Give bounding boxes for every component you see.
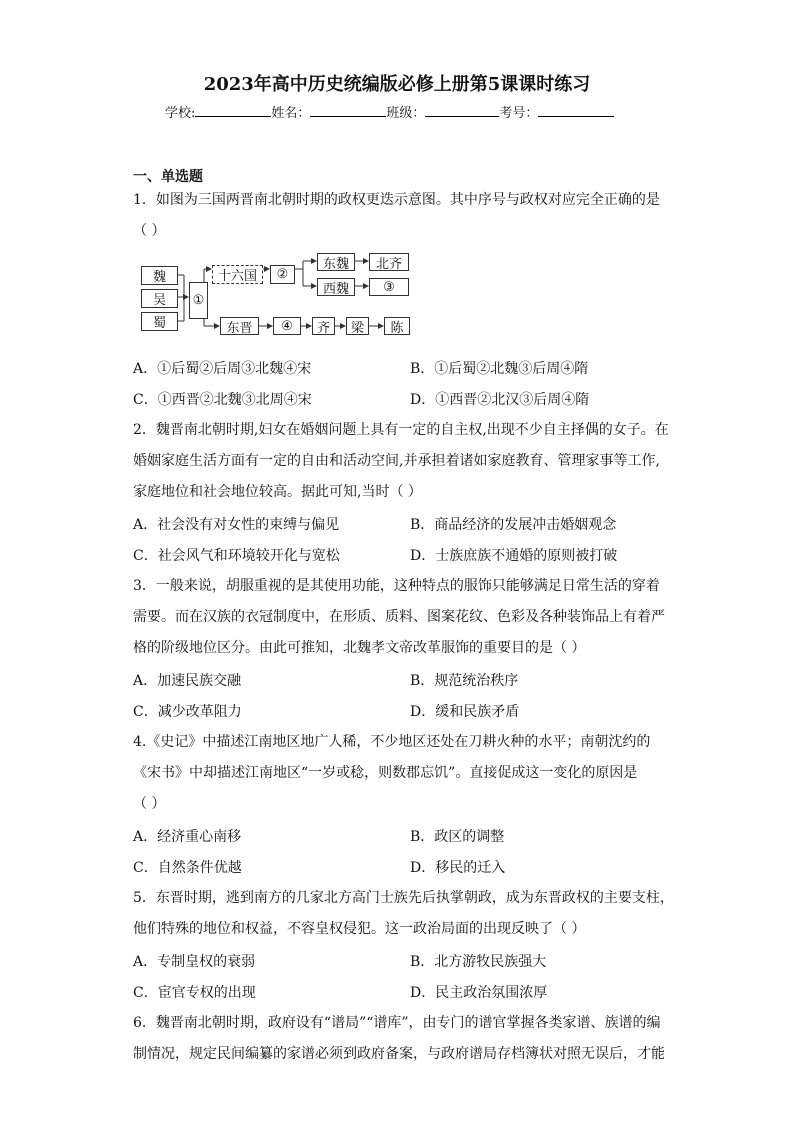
q6-stem-line2: 制情况，规定民间编纂的家谱必须到政府备案，与政府谱局存档簿状对照无误后，才能 [133, 1046, 665, 1062]
box-3: ③ [369, 278, 409, 296]
q1-stem-line1: 1．如图为三国两晋南北朝时期的政权更迭示意图。其中序号与政权对应完全正确的是 [133, 192, 660, 208]
q2-stem-line2: 婚姻家庭生活方面有一定的自由和活动空间,并承担着诸如家庭教育、管理家事等工作, [133, 453, 660, 469]
id-field[interactable] [538, 104, 614, 117]
q1-option-b[interactable]: B．①后蜀②北魏③后周④隋 [410, 361, 589, 377]
q3-option-d[interactable]: D．缓和民族矛盾 [410, 704, 520, 720]
class-label: 班级： [386, 106, 426, 121]
school-label: 学校: [165, 106, 196, 121]
q3-stem-line3: 格的阶级地位区分。由此可推知，北魏孝文帝改革服饰的重要目的是（ ） [133, 640, 586, 656]
box-liang: 梁 [346, 317, 369, 335]
q4-option-a[interactable]: A．经济重心南移 [133, 829, 242, 845]
name-field[interactable] [310, 104, 386, 117]
page-title: 2023年高中历史统编版必修上册第5课课时练习 [203, 74, 591, 95]
q5-stem-line1: 5．东晋时期，逃到南方的几家北方高门士族先后执掌朝政，成为东晋政权的主要支柱， [133, 890, 674, 906]
q3-stem-line1: 3．一般来说，胡服重视的是其使用功能，这种特点的服饰只能够满足日常生活的穿着 [133, 578, 660, 594]
q4-stem-line2: 《宋书》中却描述江南地区“一岁或稔，则数郡忘饥”。直接促成这一变化的原因是 [133, 765, 638, 781]
q4-option-d[interactable]: D．移民的迁入 [410, 860, 506, 876]
q3-option-c[interactable]: C．减少改革阻力 [133, 704, 242, 720]
box-east-wei: 东魏 [317, 253, 355, 271]
box-north-qi: 北齐 [369, 253, 409, 271]
box-east-jin: 东晋 [220, 317, 259, 335]
regime-succession-diagram [133, 253, 423, 343]
q2-stem-line1: 2．魏晋南北朝时期,妇女在婚姻问题上具有一定的自主权,出现不少自主择偶的女子。在 [133, 422, 669, 438]
school-field[interactable] [195, 104, 271, 117]
q4-option-c[interactable]: C．自然条件优越 [133, 860, 242, 876]
q5-option-a[interactable]: A．专制皇权的衰弱 [133, 954, 256, 970]
box-1: ① [189, 282, 208, 319]
box-qi: 齐 [312, 317, 335, 335]
q5-option-d[interactable]: D．民主政治氛围浓厚 [410, 985, 548, 1001]
q2-option-a[interactable]: A．社会没有对女性的束缚与偏见 [133, 517, 340, 533]
q2-option-d[interactable]: D．士族庶族不通婚的原则被打破 [410, 548, 618, 564]
q2-option-c[interactable]: C．社会风气和环境较开化与宽松 [133, 548, 340, 564]
q4-stem-line1: 4.《史记》中描述江南地区地广人稀，不少地区还处在刀耕火种的水平；南朝沈约的 [133, 734, 651, 750]
q1-stem-line2: （ ） [133, 223, 166, 239]
box-4: ④ [273, 317, 301, 335]
box-west-wei: 西魏 [317, 278, 355, 296]
box-shu: 蜀 [141, 312, 178, 331]
q5-option-c[interactable]: C．宦官专权的出现 [133, 985, 256, 1001]
box-chen: 陈 [384, 317, 410, 335]
student-info-line [165, 102, 614, 121]
box-wei: 魏 [141, 266, 178, 285]
name-label: 姓名： [271, 106, 311, 121]
section-title: 一、单选题 [133, 169, 203, 185]
box-2: ② [270, 265, 295, 284]
q3-option-b[interactable]: B．规范统治秩序 [410, 673, 519, 689]
box-sixteen-kingdoms: 十六国 [212, 265, 263, 284]
q5-stem-line2: 他们特殊的地位和权益，不容皇权侵犯。这一政治局面的出现反映了（ ） [133, 921, 586, 937]
q1-option-a[interactable]: A．①后蜀②后周③北魏④宋 [133, 361, 312, 377]
q4-stem-line3: （ ） [133, 796, 166, 812]
q5-option-b[interactable]: B．北方游牧民族强大 [410, 954, 547, 970]
q1-option-d[interactable]: D．①西晋②北汉③后周④隋 [410, 392, 590, 408]
id-label: 考号： [499, 106, 539, 121]
q1-option-c[interactable]: C．①西晋②北魏③北周④宋 [133, 392, 312, 408]
q6-stem-line1: 6．魏晋南北朝时期，政府设有“谱局”“谱库”，由专门的谱官掌握各类家谱、族谱的编 [133, 1015, 661, 1031]
box-wu: 吴 [141, 289, 178, 308]
q3-stem-line2: 需要。而在汉族的衣冠制度中，在形质、质料、图案花纹、色彩及各种装饰品上有着严 [133, 609, 665, 625]
q2-stem-line3: 家庭地位和社会地位较高。据此可知,当时（ ） [133, 484, 422, 500]
q4-option-b[interactable]: B．政区的调整 [410, 829, 505, 845]
q2-option-b[interactable]: B．商品经济的发展冲击婚姻观念 [410, 517, 617, 533]
class-field[interactable] [425, 104, 499, 117]
q3-option-a[interactable]: A．加速民族交融 [133, 673, 242, 689]
